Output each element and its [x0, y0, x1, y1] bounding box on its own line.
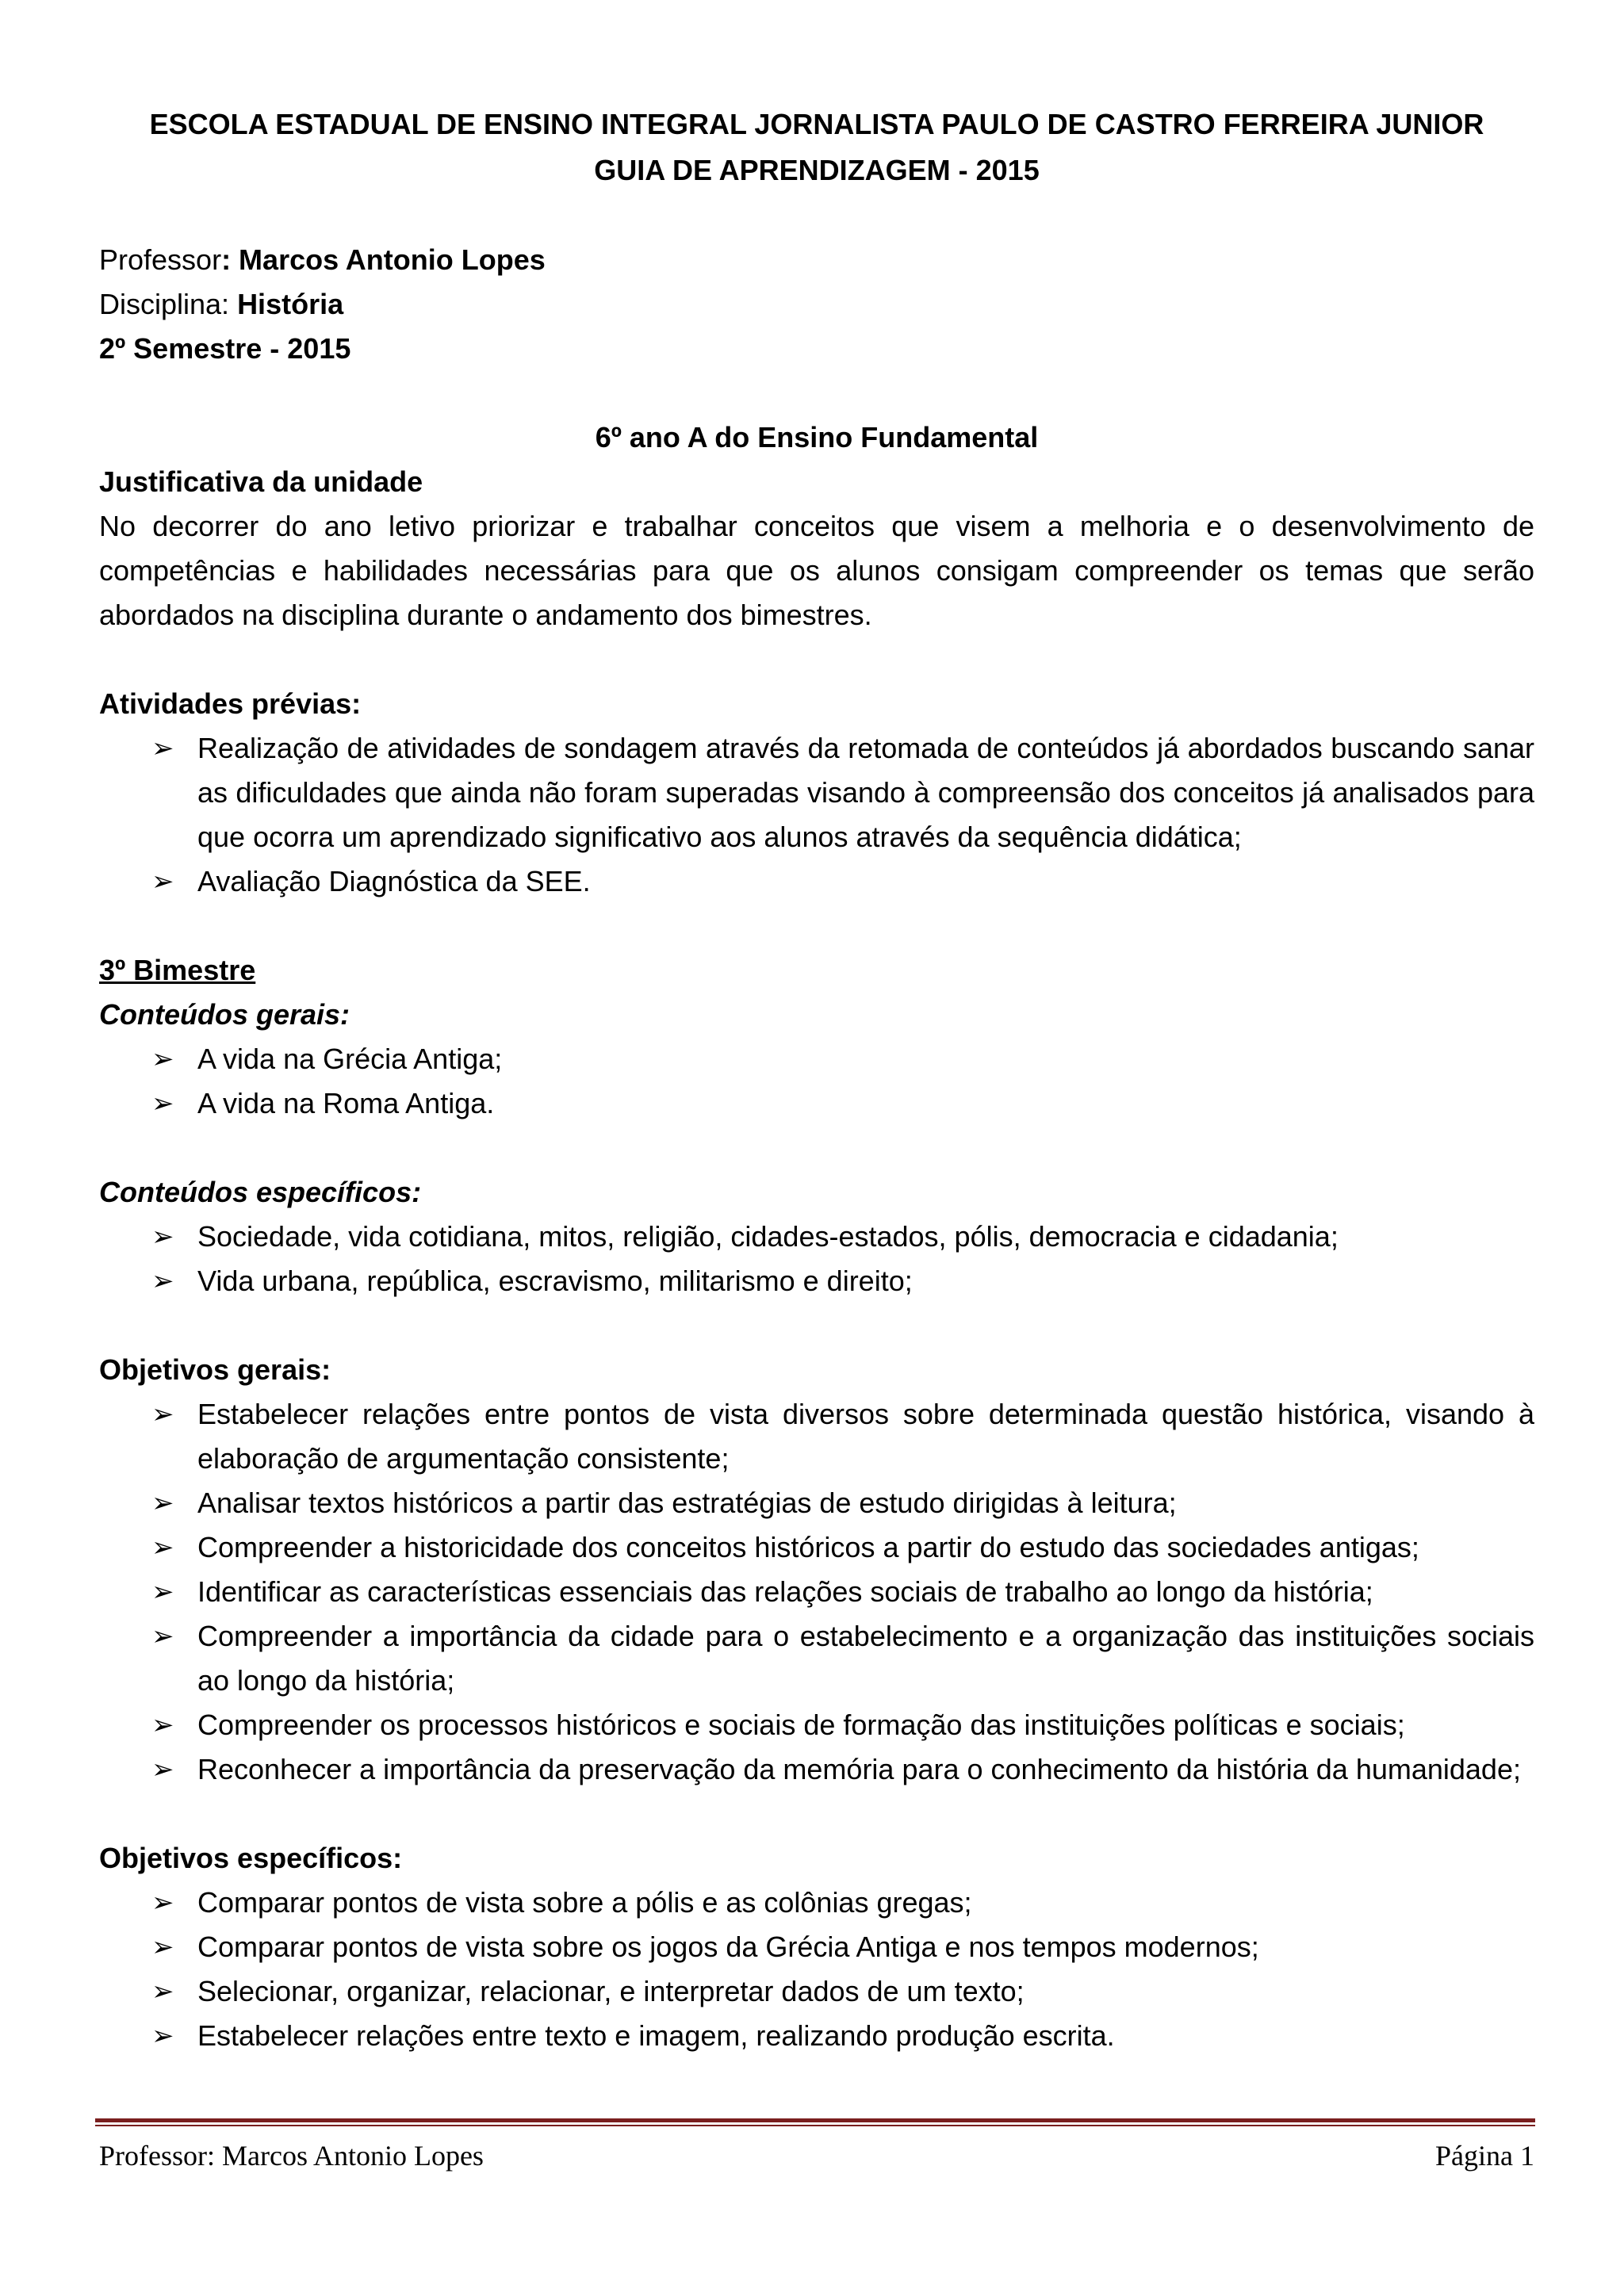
arrow-bullet-icon: ➢ — [151, 867, 174, 897]
arrow-bullet-icon: ➢ — [151, 1488, 174, 1518]
footer-professor: Professor: Marcos Antonio Lopes — [99, 2140, 484, 2172]
objetivos-gerais-list — [99, 1392, 1534, 1792]
class-title: 6º ano A do Ensino Fundamental — [595, 421, 1039, 453]
conteudos-gerais-list — [99, 1037, 1534, 1126]
arrow-bullet-icon: ➢ — [151, 1755, 174, 1785]
list-item: ➢ Compreender a importância da cidade para o estabelecimento e a organização das instituições sociais ao longo da história; — [99, 1614, 1534, 1703]
school-name: ESCOLA ESTADUAL DE ENSINO INTEGRAL JORNALISTA PAULO DE CASTRO FERREIRA JUNIOR — [149, 108, 1484, 140]
arrow-bullet-icon: ➢ — [151, 1399, 174, 1429]
professor-label: Professor — [99, 243, 222, 276]
footer-rule-thick — [95, 2118, 1535, 2122]
footer-rule-thin — [95, 2125, 1535, 2126]
list-item: ➢ Compreender a historicidade dos conceitos históricos a partir do estudo das sociedades antigas; — [99, 1525, 1534, 1570]
arrow-bullet-icon: ➢ — [151, 1044, 174, 1074]
justificativa-heading: Justificativa da unidade — [99, 465, 423, 498]
semestre-line: 2º Semestre - 2015 — [99, 332, 351, 365]
objetivos-especificos-heading: Objetivos específicos: — [99, 1842, 403, 1874]
arrow-bullet-icon: ➢ — [151, 1710, 174, 1740]
arrow-bullet-icon: ➢ — [151, 1888, 174, 1918]
list-item: ➢ Reconhecer a importância da preservação da memória para o conhecimento da história da humanidade; — [99, 1747, 1534, 1792]
list-item: ➢ Sociedade, vida cotidiana, mitos, religião, cidades-estados, pólis, democracia e cidadania; — [99, 1215, 1534, 1259]
document-body — [99, 101, 1534, 2058]
arrow-bullet-icon: ➢ — [151, 1533, 174, 1563]
arrow-bullet-icon: ➢ — [151, 1932, 174, 1962]
arrow-bullet-icon: ➢ — [151, 1976, 174, 2007]
conteudos-especificos-list — [99, 1215, 1534, 1303]
arrow-bullet-icon: ➢ — [151, 1577, 174, 1607]
guide-title: GUIA DE APRENDIZAGEM - 2015 — [594, 154, 1040, 186]
list-item: ➢ A vida na Roma Antiga. — [99, 1081, 1534, 1126]
disciplina-value: História — [237, 288, 344, 320]
arrow-bullet-icon: ➢ — [151, 1089, 174, 1119]
arrow-bullet-icon: ➢ — [151, 1266, 174, 1296]
professor-line — [99, 238, 1534, 282]
arrow-bullet-icon: ➢ — [151, 2021, 174, 2051]
list-item: ➢ Realização de atividades de sondagem através da retomada de conteúdos já abordados buscando sanar as dificuldades que ainda não foram superadas visando à compreensão dos conceitos já analisados para que ocorra um aprendizado significativo aos alunos através da sequência didática; — [99, 726, 1534, 859]
list-item: ➢ Avaliação Diagnóstica da SEE. — [99, 859, 1534, 904]
objetivos-especificos-list — [99, 1881, 1534, 2058]
list-item: ➢ Estabelecer relações entre pontos de vista diversos sobre determinada questão histórica, visando à elaboração de argumentação consistente; — [99, 1392, 1534, 1481]
arrow-bullet-icon: ➢ — [151, 1621, 174, 1651]
list-item: ➢ Identificar as características essenciais das relações sociais de trabalho ao longo da história; — [99, 1570, 1534, 1614]
list-item: ➢ Compreender os processos históricos e sociais de formação das instituições políticas e sociais; — [99, 1703, 1534, 1747]
bimestre-heading: 3º Bimestre — [99, 954, 256, 986]
conteudos-gerais-heading: Conteúdos gerais: — [99, 998, 350, 1031]
list-item: ➢ Comparar pontos de vista sobre a pólis e as colônias gregas; — [99, 1881, 1534, 1925]
list-item: ➢ Analisar textos históricos a partir das estratégias de estudo dirigidas à leitura; — [99, 1481, 1534, 1525]
arrow-bullet-icon: ➢ — [151, 1222, 174, 1252]
arrow-bullet-icon: ➢ — [151, 733, 174, 763]
justificativa-text: No decorrer do ano letivo priorizar e trabalhar conceitos que visem a melhoria e o desenvolvimento de competências e habilidades necessárias para que os alunos consigam compreender os temas que serão abordados na disciplina durante o andamento dos bimestres. — [99, 510, 1534, 631]
page-number: Página 1 — [1435, 2140, 1534, 2172]
list-item: ➢ Selecionar, organizar, relacionar, e interpretar dados de um texto; — [99, 1969, 1534, 2014]
list-item: ➢ A vida na Grécia Antiga; — [99, 1037, 1534, 1081]
disciplina-label: Disciplina: — [99, 288, 238, 320]
objetivos-gerais-heading: Objetivos gerais: — [99, 1353, 331, 1386]
professor-name: : Marcos Antonio Lopes — [221, 243, 546, 276]
disciplina-line — [99, 282, 1534, 327]
list-item: ➢ Vida urbana, república, escravismo, militarismo e direito; — [99, 1259, 1534, 1303]
list-item: ➢ Estabelecer relações entre texto e imagem, realizando produção escrita. — [99, 2014, 1534, 2058]
conteudos-especificos-heading: Conteúdos específicos: — [99, 1176, 422, 1208]
atividades-heading: Atividades prévias: — [99, 687, 362, 720]
list-item: ➢ Comparar pontos de vista sobre os jogos da Grécia Antiga e nos tempos modernos; — [99, 1925, 1534, 1969]
page-footer — [99, 2136, 1534, 2175]
atividades-list — [99, 726, 1534, 904]
